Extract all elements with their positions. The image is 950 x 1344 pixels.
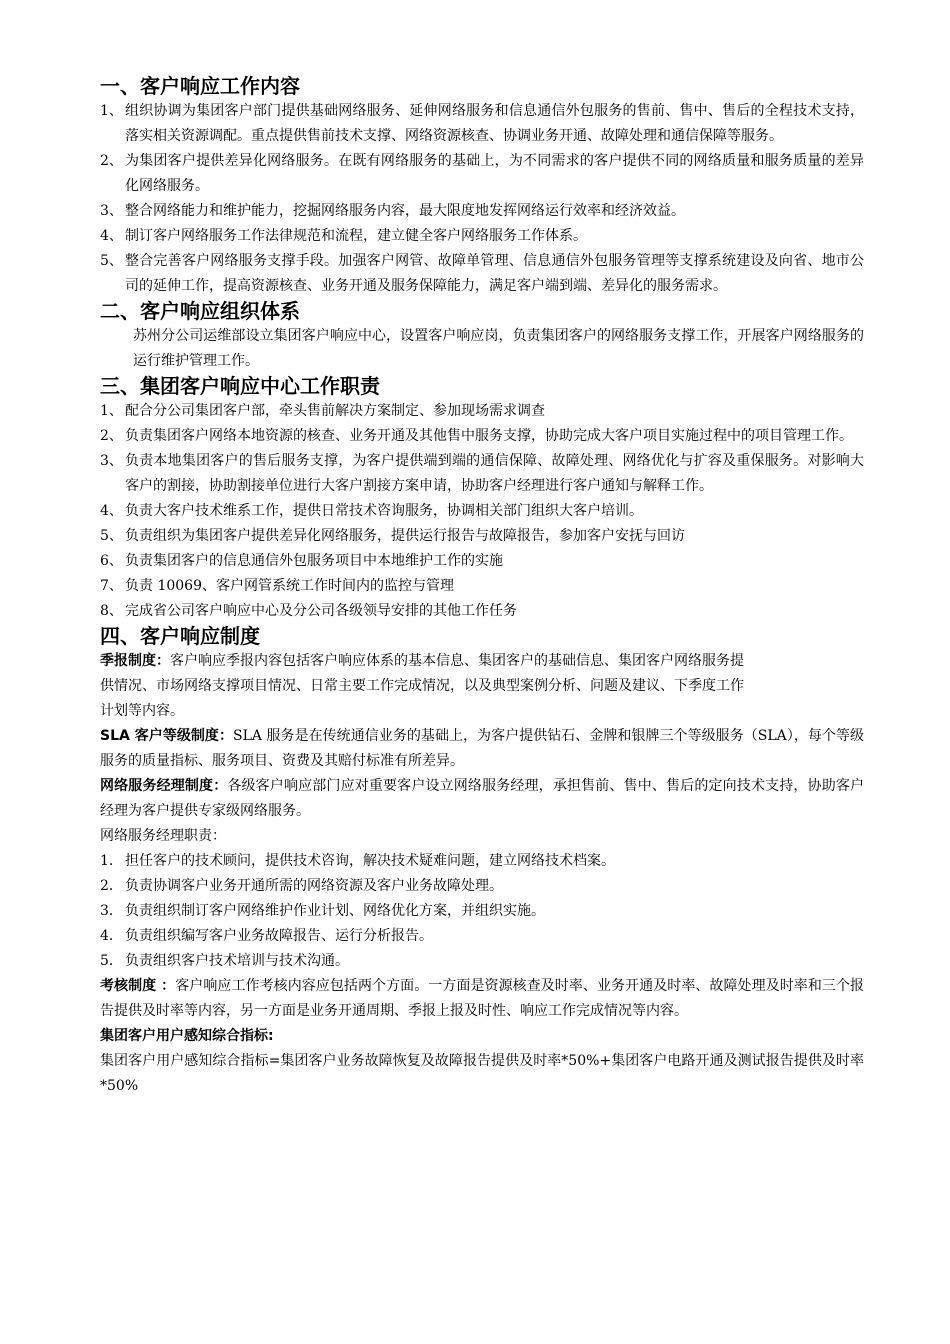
policy-line: 季报制度：客户响应季报内容包括客户响应体系的基本信息、集团客户的基础信息、集团客户网络服务提 (100, 653, 744, 669)
section-heading: 四、客户响应制度 (100, 624, 260, 648)
sla-policy: SLA 客户等级制度：SLA 服务是在传统通信业务的基础上，为客户提供钻石、金牌和银牌三个等级服务（SLA），每个等级服务的质量指标、服务项目、资费及其赔付标准有所差异。 (100, 728, 864, 769)
policy-label: 网络服务经理制度： (100, 778, 228, 794)
list-item: 4． 负责组织编写客户业务故障报告、运行分析报告。 (100, 928, 433, 944)
list-item: 5、 整合完善客户网络服务支撑手段。加强客户网管、故障单管理、信息通信外包服务管理等支撑系统建设及向省、地市公司的延伸工作，提高资源核查、业务开通及服务保障能力，满足客户端到端、差异化的服务需求。 (100, 253, 864, 294)
list-item: 1、 配合分公司集团客户部，牵头售前解决方案制定、参加现场需求调查 (100, 403, 545, 419)
section-list (100, 399, 864, 624)
duties-list (100, 849, 864, 974)
network-manager-policy: 网络服务经理制度：各级客户响应部门应对重要客户设立网络服务经理，承担售前、售中、售后的定向技术支持，协助客户经理为客户提供专家级网络服务。 (100, 778, 864, 819)
assessment-policy: 考核制度 ：客户响应工作考核内容应包括两个方面。一方面是资源核查及时率、业务开通及时率、故障处理及时率和三个报告提供及时率等内容，另一方面是业务开通周期、季报上报及时性、响应工作完成情况等内容。 (100, 978, 865, 1019)
perception-index-title: 集团客户用户感知综合指标: (100, 1028, 274, 1044)
list-item: 8、 完成省公司客户响应中心及分公司各级领导安排的其他工作任务 (100, 603, 517, 619)
list-item: 5． 负责组织客户技术培训与技术沟通。 (100, 953, 349, 969)
list-item: 4、 制订客户网络服务工作法律规范和流程，建立健全客户网络服务工作体系。 (100, 228, 587, 244)
policy-label: 考核制度 ： (100, 978, 176, 994)
list-item: 1． 担任客户的技术顾问，提供技术咨询，解决技术疑难问题，建立网络技术档案。 (100, 853, 615, 869)
duties-title: 网络服务经理职责： (100, 828, 226, 844)
list-item: 2． 负责协调客户业务开通所需的网络资源及客户业务故障处理。 (100, 878, 503, 894)
list-item: 3、 负责本地集团客户的售后服务支撑，为客户提供端到端的通信保障、故障处理、网络优化与扩容及重保服务。对影响大客户的割接，协助割接单位进行大客户割接方案申请，协助客户经理进行客户通知与解释工作。 (100, 453, 864, 494)
list-item: 2、 负责集团客户网络本地资源的核查、业务开通及其他售中服务支撑，协助完成大客户项目实施过程中的项目管理工作。 (100, 428, 853, 444)
list-item: 6、 负责集团客户的信息通信外包服务项目中本地维护工作的实施 (100, 553, 503, 569)
quarterly-report-policy (100, 649, 864, 724)
perception-index-formula: 集团客户用户感知综合指标=集团客户业务故障恢复及故障报告提供及时率*50%+集团客户电路开通及测试报告提供及时率*50% (100, 1053, 864, 1094)
list-item: 3． 负责组织制订客户网络维护作业计划、网络优化方案，并组织实施。 (100, 903, 545, 919)
section-heading: 三、集团客户响应中心工作职责 (100, 374, 380, 398)
section-paragraph: 苏州分公司运维部设立集团客户响应中心，设置客户响应岗，负责集团客户的网络服务支撑工作，开展客户网络服务的运行维护管理工作。 (133, 328, 864, 369)
list-item: 5、 负责组织为集团客户提供差异化网络服务，提供运行报告与故障报告，参加客户安抚与回访 (100, 528, 685, 544)
section-heading: 二、客户响应组织体系 (100, 299, 300, 323)
list-item: 1、 组织协调为集团客户部门提供基础网络服务、延伸网络服务和信息通信外包服务的售前、售中、售后的全程技术支持，落实相关资源调配。重点提供售前技术支撑、网络资源核查、协调业务开通、故障处理和通信保障等服务。 (100, 103, 864, 144)
section-heading: 一、客户响应工作内容 (100, 74, 300, 98)
list-item: 4、 负责大客户技术维系工作，提供日常技术咨询服务，协调相关部门组织大客户培训。 (100, 503, 643, 519)
policy-line: 计划等内容。 (100, 703, 184, 719)
list-item: 3、 整合网络能力和维护能力，挖掘网络服务内容，最大限度地发挥网络运行效率和经济效益。 (100, 203, 685, 219)
policy-line: 供情况、市场网络支撑项目情况、日常主要工作完成情况，以及典型案例分析、问题及建议、下季度工作 (100, 678, 744, 694)
list-item: 7、 负责 10069、客户网管系统工作时间内的监控与管理 (100, 578, 454, 594)
policy-label: SLA 客户等级制度： (100, 728, 234, 744)
policy-label: 季报制度： (100, 653, 170, 669)
list-item: 2、 为集团客户提供差异化网络服务。在既有网络服务的基础上，为不同需求的客户提供不同的网络质量和服务质量的差异化网络服务。 (100, 153, 864, 194)
section-list (100, 99, 864, 299)
